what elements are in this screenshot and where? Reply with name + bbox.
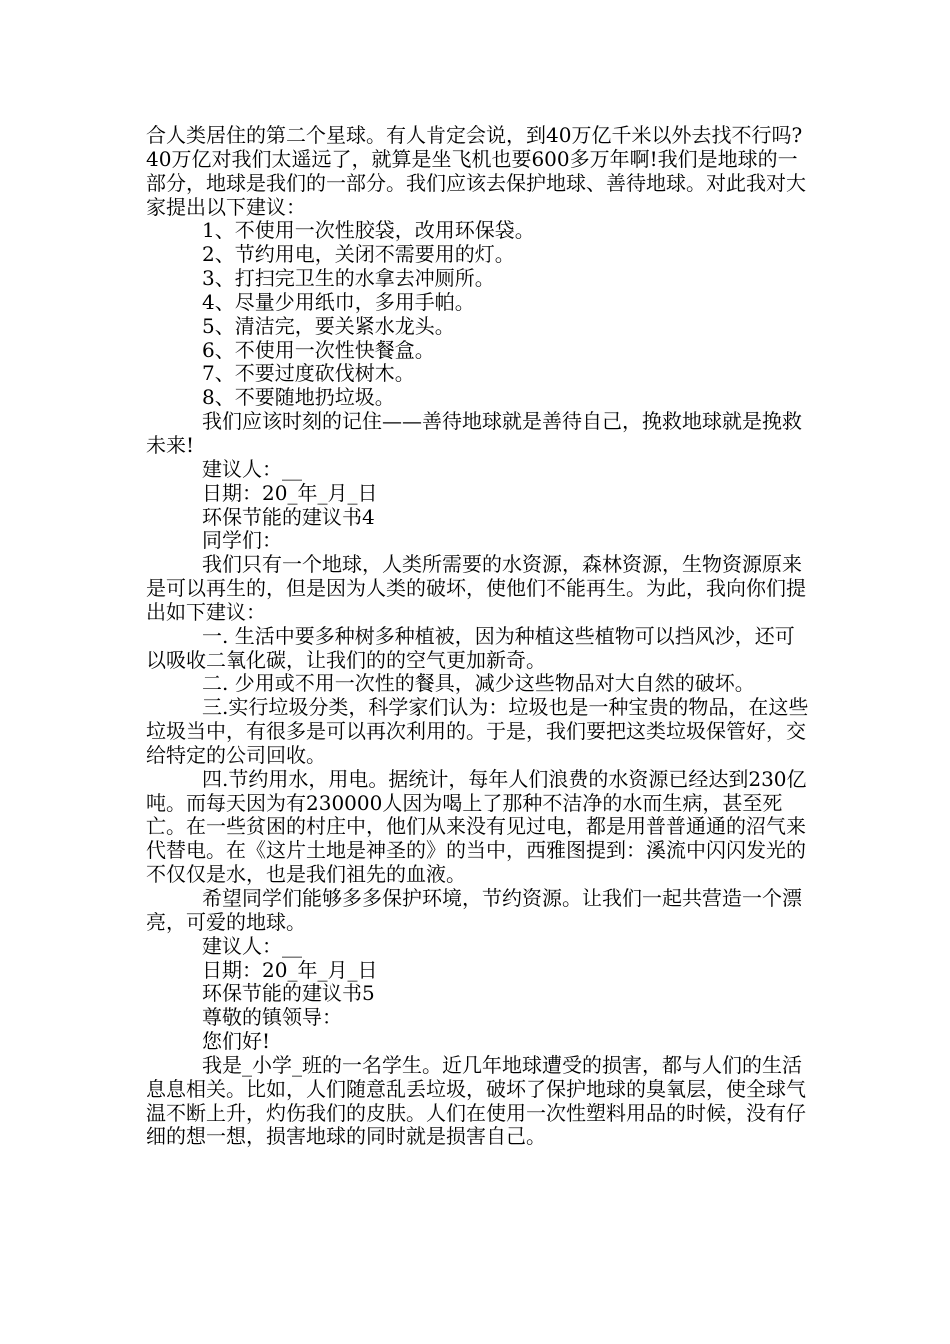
- paragraph-intro-continued: 合人类居住的第二个星球。有人肯定会说，到40万亿千米以外去找不行吗?40万亿对我们太遥远了，就算是坐飞机也要600多万年啊!我们是地球的一部分，地球是我们的一部分。我们应该去保护地球、善待地球。对此我对大家提出以下建议：: [146, 123, 806, 219]
- suggestion-item-2: 2、节约用电，关闭不需要用的灯。: [202, 242, 515, 267]
- numbered-suggestion-4: 四.节约用水，用电。据统计，每年人们浪费的水资源已经达到230亿吨。而每天因为有230000人因为喝上了那种不洁净的水而生病，甚至死亡。在一些贫困的村庄中，他们从来没有见过电，都是用普普通通的沼气来代替电。在《这片土地是神圣的》的当中，西雅图提到：溪流中闪闪发光的不仅仅是水，也是我们祖先的血液。: [146, 766, 807, 887]
- suggestion-item-8: 8、不要随地扔垃圾。: [202, 385, 395, 410]
- suggestion-item-6: 6、不使用一次性快餐盒。: [202, 337, 435, 362]
- closing-paragraph: 希望同学们能够多多保护环境，节约资源。让我们一起共营造一个漂亮，可爱的地球。: [146, 886, 802, 934]
- suggestion-item-7: 7、不要过度砍伐树木。: [202, 361, 415, 386]
- numbered-suggestion-3: 三.实行垃圾分类，科学家们认为：垃圾也是一种宝贵的物品，在这些垃圾当中，有很多是可以再次利用的。于是，我们要把这类垃圾保管好，交给特定的公司回收。: [146, 695, 809, 767]
- section-title-4: 环保节能的建议书4: [202, 504, 375, 529]
- greeting: 您们好!: [202, 1029, 271, 1054]
- suggestion-item-4: 4、尽量少用纸巾，多用手帕。: [202, 289, 475, 314]
- paragraph-body: 我是_小学_班的一名学生。近几年地球遭受的损害，都与人们的生活息息相关。比如，人们随意乱丢垃圾，破坏了保护地球的臭氧层，使全球气温不断上升，灼伤我们的皮肤。人们在使用一次性塑料用品的时候，没有仔细的想一想，损害地球的同时就是损害自己。: [146, 1052, 806, 1149]
- suggestion-item-3: 3、打扫完卫生的水拿去冲厕所。: [202, 266, 495, 291]
- document-page: [146, 124, 812, 1149]
- closing-paragraph: 我们应该时刻的记住——善待地球就是善待自己，挽救地球就是挽救未来!: [146, 409, 802, 457]
- section-title-5: 环保节能的建议书5: [202, 981, 375, 1006]
- salutation: 尊敬的镇领导：: [202, 1005, 342, 1030]
- date-line: 日期：20_年_月_日: [202, 957, 378, 982]
- proposer-line: 建议人：__: [202, 933, 302, 958]
- suggestion-item-5: 5、清洁完，要关紧水龙头。: [202, 313, 455, 338]
- numbered-suggestion-2: 二. 少用或不用一次性的餐具，减少这些物品对大自然的破坏。: [202, 671, 755, 696]
- paragraph-body: 我们只有一个地球，人类所需要的水资源，森林资源，生物资源原来是可以再生的，但是因为人类的破坏，使他们不能再生。为此，我向你们提出如下建议：: [146, 552, 806, 624]
- date-line: 日期：20_年_月_日: [202, 480, 378, 505]
- suggestion-item-1: 1、不使用一次性胶袋，改用环保袋。: [202, 218, 535, 243]
- numbered-suggestion-1: 一. 生活中要多种树多种植被，因为种植这些植物可以挡风沙，还可以吸收二氧化碳，让我们的的空气更加新奇。: [146, 623, 795, 672]
- salutation: 同学们：: [202, 528, 282, 553]
- proposer-line: 建议人：__: [202, 456, 302, 481]
